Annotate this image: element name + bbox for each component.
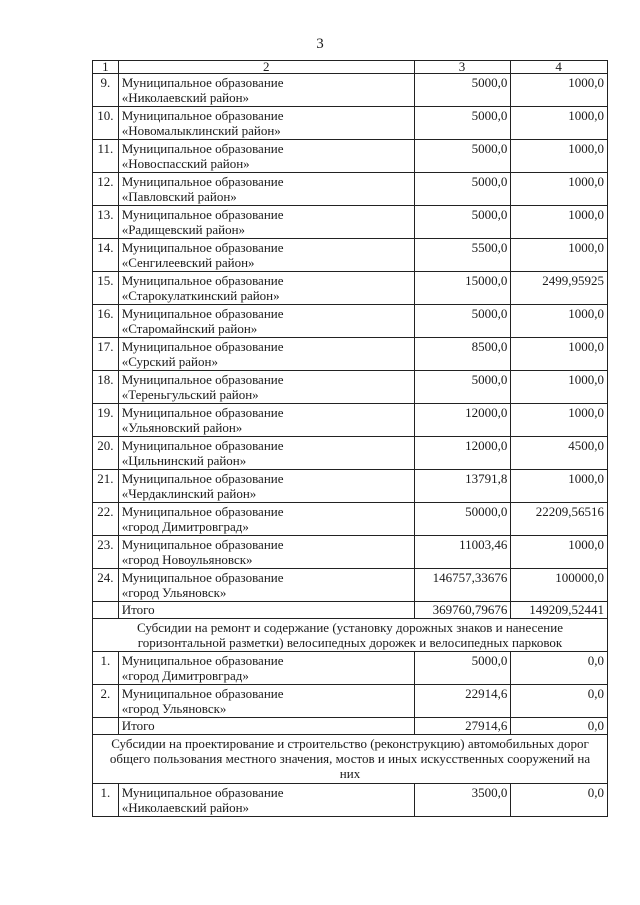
row-number: 11. — [93, 140, 119, 173]
value-col3: 5000,0 — [414, 371, 511, 404]
section-header-row — [93, 735, 608, 784]
value-col4: 1000,0 — [511, 107, 608, 140]
total-col3: 369760,79676 — [414, 602, 511, 619]
municipality-name: Муниципальное образование «Старокулаткинский район» — [118, 272, 414, 305]
total-empty-cell — [93, 718, 119, 735]
value-col4: 1000,0 — [511, 140, 608, 173]
value-col4: 2499,95925 — [511, 272, 608, 305]
value-col4: 1000,0 — [511, 74, 608, 107]
municipality-name: Муниципальное образование «город Ульяновск» — [118, 685, 414, 718]
table-row — [93, 652, 608, 685]
municipality-name: Муниципальное образование «Новомалыклинский район» — [118, 107, 414, 140]
row-number: 21. — [93, 470, 119, 503]
municipality-name: Муниципальное образование «Радищевский район» — [118, 206, 414, 239]
total-col3: 27914,6 — [414, 718, 511, 735]
municipality-name: Муниципальное образование «Павловский район» — [118, 173, 414, 206]
value-col3: 5500,0 — [414, 239, 511, 272]
table-row — [93, 107, 608, 140]
value-col4: 0,0 — [511, 652, 608, 685]
value-col4: 100000,0 — [511, 569, 608, 602]
section-title: Субсидии на проектирование и строительство (реконструкцию) автомобильных дорог общего пользования местного значения, мостов и иных искусственных сооружений на них — [93, 735, 608, 784]
value-col3: 5000,0 — [414, 652, 511, 685]
value-col3: 12000,0 — [414, 437, 511, 470]
municipality-name: Муниципальное образование «Николаевский район» — [118, 74, 414, 107]
municipality-name: Муниципальное образование «Новоспасский район» — [118, 140, 414, 173]
row-number: 17. — [93, 338, 119, 371]
table-row — [93, 569, 608, 602]
municipality-name: Муниципальное образование «Тереньгульский район» — [118, 371, 414, 404]
table-row — [93, 536, 608, 569]
value-col3: 15000,0 — [414, 272, 511, 305]
value-col4: 1000,0 — [511, 206, 608, 239]
page-number: 3 — [316, 36, 324, 52]
row-number: 23. — [93, 536, 119, 569]
table-row — [93, 173, 608, 206]
table-row — [93, 140, 608, 173]
value-col4: 1000,0 — [511, 536, 608, 569]
value-col4: 4500,0 — [511, 437, 608, 470]
value-col3: 22914,6 — [414, 685, 511, 718]
value-col4: 1000,0 — [511, 173, 608, 206]
total-label: Итого — [118, 602, 414, 619]
value-col3: 5000,0 — [414, 107, 511, 140]
row-number: 18. — [93, 371, 119, 404]
table-row — [93, 206, 608, 239]
table-row — [93, 239, 608, 272]
value-col3: 5000,0 — [414, 305, 511, 338]
row-number: 14. — [93, 239, 119, 272]
total-empty-cell — [93, 602, 119, 619]
value-col3: 5000,0 — [414, 173, 511, 206]
value-col3: 8500,0 — [414, 338, 511, 371]
column-header-2: 2 — [118, 61, 414, 74]
value-col3: 13791,8 — [414, 470, 511, 503]
municipality-name: Муниципальное образование «город Димитровград» — [118, 503, 414, 536]
total-label: Итого — [118, 718, 414, 735]
value-col4: 1000,0 — [511, 371, 608, 404]
row-number: 20. — [93, 437, 119, 470]
total-col4: 149209,52441 — [511, 602, 608, 619]
row-number: 10. — [93, 107, 119, 140]
municipality-name: Муниципальное образование «город Ульяновск» — [118, 569, 414, 602]
row-number: 16. — [93, 305, 119, 338]
municipality-name: Муниципальное образование «город Новоульяновск» — [118, 536, 414, 569]
municipality-name: Муниципальное образование «Старомайнский район» — [118, 305, 414, 338]
table-row — [93, 470, 608, 503]
value-col4: 1000,0 — [511, 239, 608, 272]
value-col4: 1000,0 — [511, 404, 608, 437]
value-col4: 1000,0 — [511, 305, 608, 338]
value-col4: 1000,0 — [511, 470, 608, 503]
table-row — [93, 305, 608, 338]
row-number: 9. — [93, 74, 119, 107]
table-row — [93, 437, 608, 470]
value-col3: 3500,0 — [414, 784, 511, 817]
municipality-name: Муниципальное образование «Чердаклинский район» — [118, 470, 414, 503]
table-row — [93, 74, 608, 107]
total-row — [93, 602, 608, 619]
column-header-4: 4 — [511, 61, 608, 74]
table-row — [93, 503, 608, 536]
row-number: 1. — [93, 652, 119, 685]
value-col3: 50000,0 — [414, 503, 511, 536]
total-row — [93, 718, 608, 735]
municipality-name: Муниципальное образование «Цильнинский район» — [118, 437, 414, 470]
table-row — [93, 404, 608, 437]
municipality-name: Муниципальное образование «Сурский район» — [118, 338, 414, 371]
value-col3: 146757,33676 — [414, 569, 511, 602]
total-col4: 0,0 — [511, 718, 608, 735]
municipality-name: Муниципальное образование «город Димитровград» — [118, 652, 414, 685]
value-col3: 5000,0 — [414, 206, 511, 239]
row-number: 2. — [93, 685, 119, 718]
table-row — [93, 272, 608, 305]
table-row — [93, 784, 608, 817]
table-row — [93, 685, 608, 718]
section-header-row — [93, 619, 608, 652]
section-title: Субсидии на ремонт и содержание (установку дорожных знаков и нанесение горизонтальной разметки) велосипедных дорожек и велосипедных парковок — [93, 619, 608, 652]
value-col3: 11003,46 — [414, 536, 511, 569]
value-col3: 5000,0 — [414, 140, 511, 173]
row-number: 19. — [93, 404, 119, 437]
row-number: 13. — [93, 206, 119, 239]
column-header-3: 3 — [414, 61, 511, 74]
value-col3: 5000,0 — [414, 74, 511, 107]
municipality-name: Муниципальное образование «Сенгилеевский район» — [118, 239, 414, 272]
row-number: 1. — [93, 784, 119, 817]
municipality-name: Муниципальное образование «Ульяновский район» — [118, 404, 414, 437]
column-header-1: 1 — [93, 61, 119, 74]
value-col4: 0,0 — [511, 685, 608, 718]
value-col4: 22209,56516 — [511, 503, 608, 536]
column-header-row — [93, 61, 608, 74]
table-row — [93, 371, 608, 404]
row-number: 24. — [93, 569, 119, 602]
subsidy-table — [92, 60, 608, 817]
row-number: 22. — [93, 503, 119, 536]
table-row — [93, 338, 608, 371]
value-col4: 0,0 — [511, 784, 608, 817]
row-number: 15. — [93, 272, 119, 305]
municipality-name: Муниципальное образование «Николаевский район» — [118, 784, 414, 817]
value-col4: 1000,0 — [511, 338, 608, 371]
value-col3: 12000,0 — [414, 404, 511, 437]
row-number: 12. — [93, 173, 119, 206]
